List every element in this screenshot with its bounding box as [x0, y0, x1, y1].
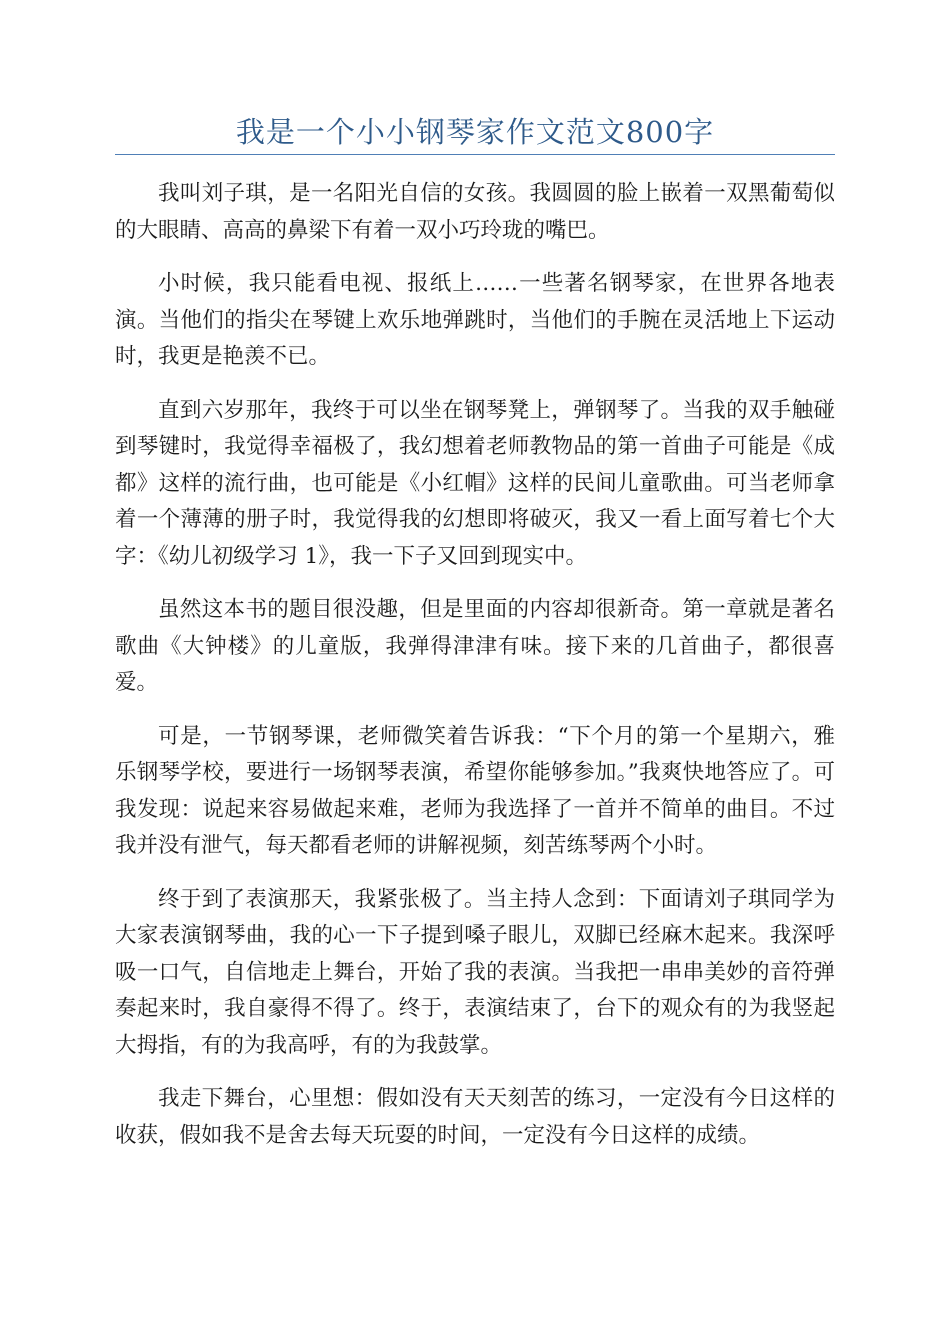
paragraph: 我叫刘子琪，是一名阳光自信的女孩。我圆圆的脸上嵌着一双黑葡萄似的大眼睛、高高的鼻梁下有着一双小巧玲珑的嘴巴。 — [115, 181, 835, 243]
document-title: 我是一个小小钢琴家作文范文800字 — [235, 115, 715, 149]
title-underline — [115, 154, 835, 155]
paragraph: 终于到了表演那天，我紧张极了。当主持人念到：下面请刘子琪同学为大家表演钢琴曲，我的心一下子提到嗓子眼儿，双脚已经麻木起来。我深呼吸一口气，自信地走上舞台，开始了我的表演。当我把一串串美妙的音符弹奏起来时，我自豪得不得了。终于，表演结束了，台下的观众有的为我竖起大拇指，有的为我高呼，有的为我鼓掌。 — [115, 886, 835, 1058]
paragraph: 小时候，我只能看电视、报纸上……一些著名钢琴家，在世界各地表演。当他们的指尖在琴键上欢乐地弹跳时，当他们的手腕在灵活地上下运动时，我更是艳羡不已。 — [115, 271, 835, 369]
paragraph: 我走下舞台，心里想：假如没有天天刻苦的练习，一定没有今日这样的收获，假如我不是舍去每天玩耍的时间，一定没有今日这样的成绩。 — [115, 1086, 835, 1148]
paragraph: 直到六岁那年，我终于可以坐在钢琴凳上，弹钢琴了。当我的双手触碰到琴键时，我觉得幸福极了，我幻想着老师教物品的第一首曲子可能是《成都》这样的流行曲，也可能是《小红帽》这样的民间儿童歌曲。可当老师拿着一个薄薄的册子时，我觉得我的幻想即将破灭，我又一看上面写着七个大字：《幼儿初级学习 1》，我一下子又回到现实中。 — [115, 397, 835, 569]
document-body — [115, 176, 835, 1171]
paragraph: 虽然这本书的题目很没趣，但是里面的内容却很新奇。第一章就是著名歌曲《大钟楼》的儿童版，我弹得津津有味。接下来的几首曲子，都很喜爱。 — [115, 597, 835, 695]
paragraph: 可是，一节钢琴课，老师微笑着告诉我：“下个月的第一个星期六，雅乐钢琴学校，要进行一场钢琴表演，希望你能够参加。”我爽快地答应了。可我发现：说起来容易做起来难，老师为我选择了一首并不简单的曲目。不过我并没有泄气，每天都看老师的讲解视频，刻苦练琴两个小时。 — [115, 723, 835, 858]
